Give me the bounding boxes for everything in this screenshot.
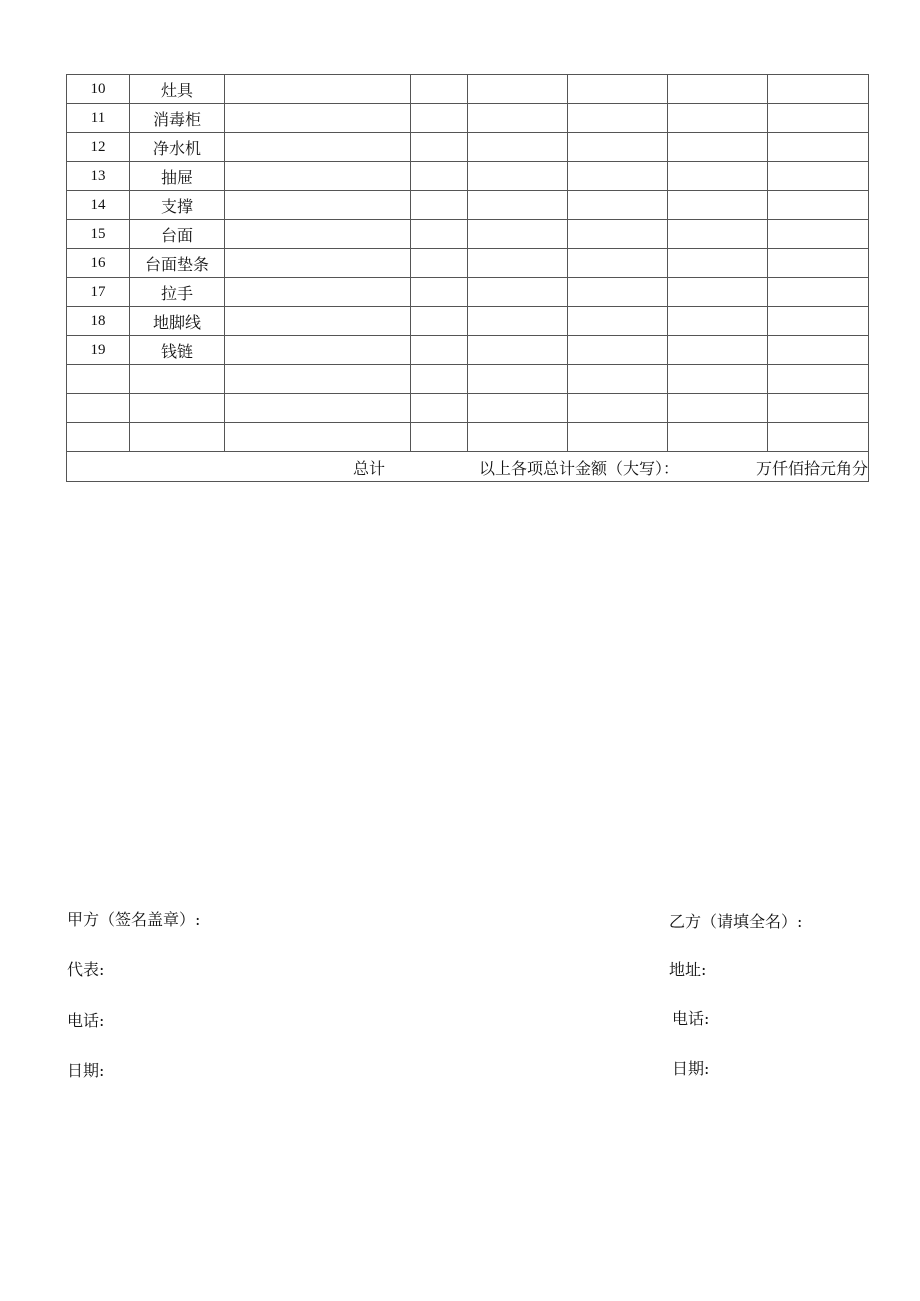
- empty-cell: [411, 423, 468, 452]
- table-row: [67, 394, 869, 423]
- empty-cell: [568, 423, 668, 452]
- table-row: [67, 423, 869, 452]
- empty-cell: [568, 365, 668, 394]
- empty-cell: [468, 336, 568, 365]
- empty-cell: [411, 191, 468, 220]
- empty-cell: [468, 162, 568, 191]
- item-number-cell: [67, 423, 130, 452]
- party-b-date-label: 日期:: [672, 1059, 710, 1078]
- empty-cell: [225, 162, 411, 191]
- empty-cell: [668, 249, 768, 278]
- table-row: [67, 133, 869, 162]
- empty-cell: [668, 133, 768, 162]
- item-number-cell: 10: [67, 75, 130, 104]
- empty-cell: [411, 278, 468, 307]
- item-name-cell: 净水机: [130, 133, 225, 162]
- empty-cell: [411, 133, 468, 162]
- empty-cell: [468, 394, 568, 423]
- empty-cell: [225, 394, 411, 423]
- empty-cell: [568, 278, 668, 307]
- empty-cell: [225, 75, 411, 104]
- empty-cell: [225, 278, 411, 307]
- empty-cell: [668, 365, 768, 394]
- empty-cell: [568, 307, 668, 336]
- item-number-cell: 13: [67, 162, 130, 191]
- empty-cell: [568, 104, 668, 133]
- empty-cell: [768, 278, 869, 307]
- item-number-cell: 17: [67, 278, 130, 307]
- empty-cell: [668, 220, 768, 249]
- item-number-cell: 11: [67, 104, 130, 133]
- empty-cell: [468, 365, 568, 394]
- empty-cell: [768, 394, 869, 423]
- party-b-title: 乙方（请填全名）:: [669, 912, 803, 931]
- empty-cell: [468, 220, 568, 249]
- table-row: [67, 220, 869, 249]
- empty-cell: [768, 365, 869, 394]
- empty-cell: [568, 249, 668, 278]
- empty-cell: [768, 423, 869, 452]
- empty-cell: [411, 104, 468, 133]
- empty-cell: [768, 133, 869, 162]
- empty-cell: [568, 191, 668, 220]
- empty-cell: [768, 336, 869, 365]
- party-a-title: 甲方（签名盖章）:: [67, 910, 201, 929]
- item-name-cell: 抽屉: [130, 162, 225, 191]
- party-a-phone-label: 电话:: [67, 1011, 105, 1030]
- empty-cell: [411, 75, 468, 104]
- item-name-cell: [130, 423, 225, 452]
- item-name-cell: [130, 365, 225, 394]
- item-name-cell: 拉手: [130, 278, 225, 307]
- total-cell: [67, 452, 869, 482]
- empty-cell: [225, 365, 411, 394]
- empty-cell: [225, 220, 411, 249]
- total-row: [67, 452, 869, 482]
- empty-cell: [225, 249, 411, 278]
- empty-cell: [468, 104, 568, 133]
- items-table: [66, 74, 869, 482]
- item-name-cell: 地脚线: [130, 307, 225, 336]
- party-a-date-label: 日期:: [67, 1061, 105, 1080]
- item-number-cell: 15: [67, 220, 130, 249]
- party-a-representative-label: 代表:: [67, 960, 105, 979]
- empty-cell: [411, 162, 468, 191]
- empty-cell: [668, 104, 768, 133]
- empty-cell: [225, 423, 411, 452]
- empty-cell: [468, 75, 568, 104]
- item-name-cell: 台面垫条: [130, 249, 225, 278]
- item-number-cell: 19: [67, 336, 130, 365]
- table-row: [67, 278, 869, 307]
- item-number-cell: 14: [67, 191, 130, 220]
- total-amount-units: 万仟佰拾元角分: [755, 459, 868, 478]
- item-number-cell: 12: [67, 133, 130, 162]
- empty-cell: [468, 191, 568, 220]
- total-amount-caption: 以上各项总计金额（大写）：: [479, 459, 680, 478]
- empty-cell: [568, 394, 668, 423]
- empty-cell: [225, 104, 411, 133]
- party-b-phone-label: 电话:: [672, 1009, 710, 1028]
- empty-cell: [468, 249, 568, 278]
- empty-cell: [768, 249, 869, 278]
- table-row: [67, 307, 869, 336]
- empty-cell: [668, 191, 768, 220]
- empty-cell: [468, 133, 568, 162]
- item-name-cell: 台面: [130, 220, 225, 249]
- empty-cell: [225, 191, 411, 220]
- empty-cell: [668, 278, 768, 307]
- empty-cell: [225, 133, 411, 162]
- empty-cell: [768, 104, 869, 133]
- table-row: [67, 75, 869, 104]
- empty-cell: [411, 220, 468, 249]
- table-row: [67, 249, 869, 278]
- empty-cell: [668, 162, 768, 191]
- empty-cell: [411, 336, 468, 365]
- item-name-cell: 消毒柜: [130, 104, 225, 133]
- item-number-cell: 16: [67, 249, 130, 278]
- item-name-cell: 钱链: [130, 336, 225, 365]
- empty-cell: [468, 278, 568, 307]
- items-body: [67, 75, 869, 452]
- party-b-address-label: 地址:: [669, 960, 707, 979]
- empty-cell: [768, 75, 869, 104]
- empty-cell: [768, 307, 869, 336]
- empty-cell: [768, 162, 869, 191]
- empty-cell: [468, 307, 568, 336]
- item-name-cell: 灶具: [130, 75, 225, 104]
- empty-cell: [568, 336, 668, 365]
- empty-cell: [411, 365, 468, 394]
- item-number-cell: [67, 394, 130, 423]
- empty-cell: [568, 162, 668, 191]
- empty-cell: [668, 423, 768, 452]
- empty-cell: [668, 336, 768, 365]
- empty-cell: [468, 423, 568, 452]
- table-row: [67, 191, 869, 220]
- item-number-cell: [67, 365, 130, 394]
- empty-cell: [668, 75, 768, 104]
- empty-cell: [668, 394, 768, 423]
- empty-cell: [411, 307, 468, 336]
- empty-cell: [411, 394, 468, 423]
- empty-cell: [568, 75, 668, 104]
- empty-cell: [768, 191, 869, 220]
- empty-cell: [568, 220, 668, 249]
- table-row: [67, 336, 869, 365]
- table-row: [67, 162, 869, 191]
- table-row: [67, 365, 869, 394]
- empty-cell: [411, 249, 468, 278]
- table-row: [67, 104, 869, 133]
- item-number-cell: 18: [67, 307, 130, 336]
- empty-cell: [668, 307, 768, 336]
- empty-cell: [225, 307, 411, 336]
- empty-cell: [568, 133, 668, 162]
- item-name-cell: 支撑: [130, 191, 225, 220]
- empty-cell: [225, 336, 411, 365]
- item-name-cell: [130, 394, 225, 423]
- total-label: 总计: [353, 459, 386, 478]
- empty-cell: [768, 220, 869, 249]
